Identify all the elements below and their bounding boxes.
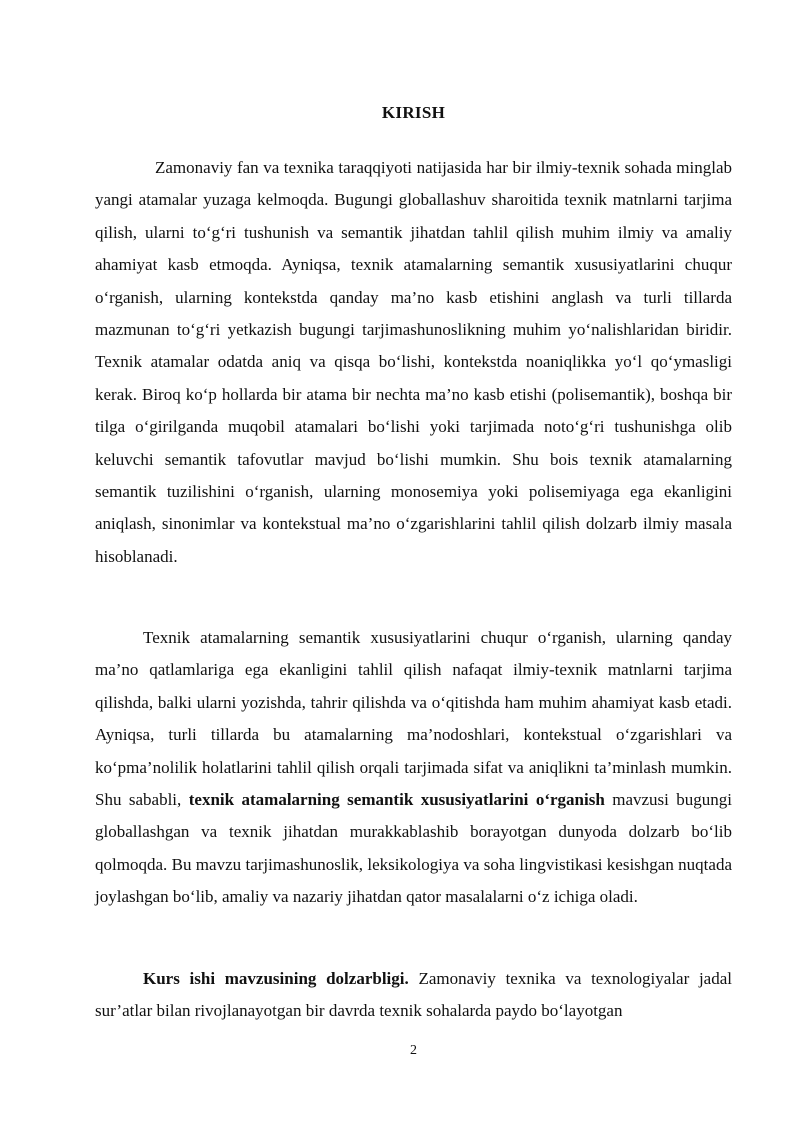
- document-page: [95, 0, 732, 1131]
- paragraph-text: mavzusi bugungi globallashgan va texnik jihatdan murakkablashib borayotgan dunyoda dolzarb bo‘lib qolmoqda. Bu mavzu tarjimashunoslik, leksikologiya va soha lingvistikasi kesishgan nuqtada joylashgan bo‘lib, amaliy va nazariy jihatdan qator masalalarni o‘z ichiga oladi.: [95, 790, 733, 907]
- page-number: 2: [410, 1043, 417, 1058]
- bold-topic-phrase: texnik atamalarning semantik xususiyatlarini o‘rganish: [188, 790, 605, 810]
- paragraph-semantic-study: [95, 622, 732, 914]
- paragraph-introduction: Zamonaviy fan va texnika taraqqiyoti natijasida har bir ilmiy-texnik sohada minglab yangi atamalar yuzaga kelmoqda. Bugungi globallashuv sharoitida texnik matnlarni tarjima qilish, ularni to‘g‘ri tushunish va semantik jihatdan tahlil qilish muhim ilmiy va amaliy ahamiyat kasb etmoqda. Ayniqsa, texnik atamalarning semantik xususiyatlarini chuqur o‘rganish, ularning kontekstda qanday ma’no kasb etishini anglash va turli tillarda mazmunan to‘g‘ri yetkazish bugungi tarjimashunoslikning muhim yo‘nalishlaridan biridir. Texnik atamalar odatda aniq va qisqa bo‘lishi, kontekstda noaniqlikka yo‘l qo‘ymasligi kerak. Biroq ko‘p hollarda bir atama bir nechta ma’no kasb etishi (polisemantik), boshqa bir tilga o‘girilganda muqobil atamalari bo‘lishi yoki tarjimada noto‘g‘ri tushunishga olib keluvchi semantik tafovutlar mavjud bo‘lishi mumkin. Shu bois texnik atamalarning semantik tuzilishini o‘rganish, ularning monosemiya yoki polisemiyaga ega ekanligini aniqlash, sinonimlar va kontekstual ma’no o‘zgarishlarini tahlil qilish dolzarb ilmiy masala hisoblanadi.: [95, 158, 732, 566]
- paragraph-text: Zamonaviy texnika va texnologiyalar jadal sur’atlar bilan rivojlanayotgan bir davrda texnik sohalarda paydo bo‘layotgan: [95, 969, 732, 1021]
- section-heading: KIRISH: [381, 103, 446, 122]
- paragraph-text: Texnik atamalarning semantik xususiyatlarini chuqur o‘rganish, ularning qanday ma’no qatlamlariga ega ekanligini tahlil qilish nafaqat ilmiy-texnik matnlarni tarjima qilishda, balki ularni yozishda, tahrir qilishda va o‘qitishda ham muhim ahamiyat kasb etadi. Ayniqsa, turli tillarda bu atamalarning ma’nodoshlari, kontekstual o‘zgarishlari va ko‘pma’nolilik holatlarini tahlil qilish orqali tarjimada sifat va aniqlikni ta’minlash mumkin. Shu sababli,: [95, 628, 732, 810]
- paragraph-relevance: [95, 963, 732, 1028]
- bold-relevance-heading: Kurs ishi mavzusining dolzarbligi.: [143, 969, 409, 988]
